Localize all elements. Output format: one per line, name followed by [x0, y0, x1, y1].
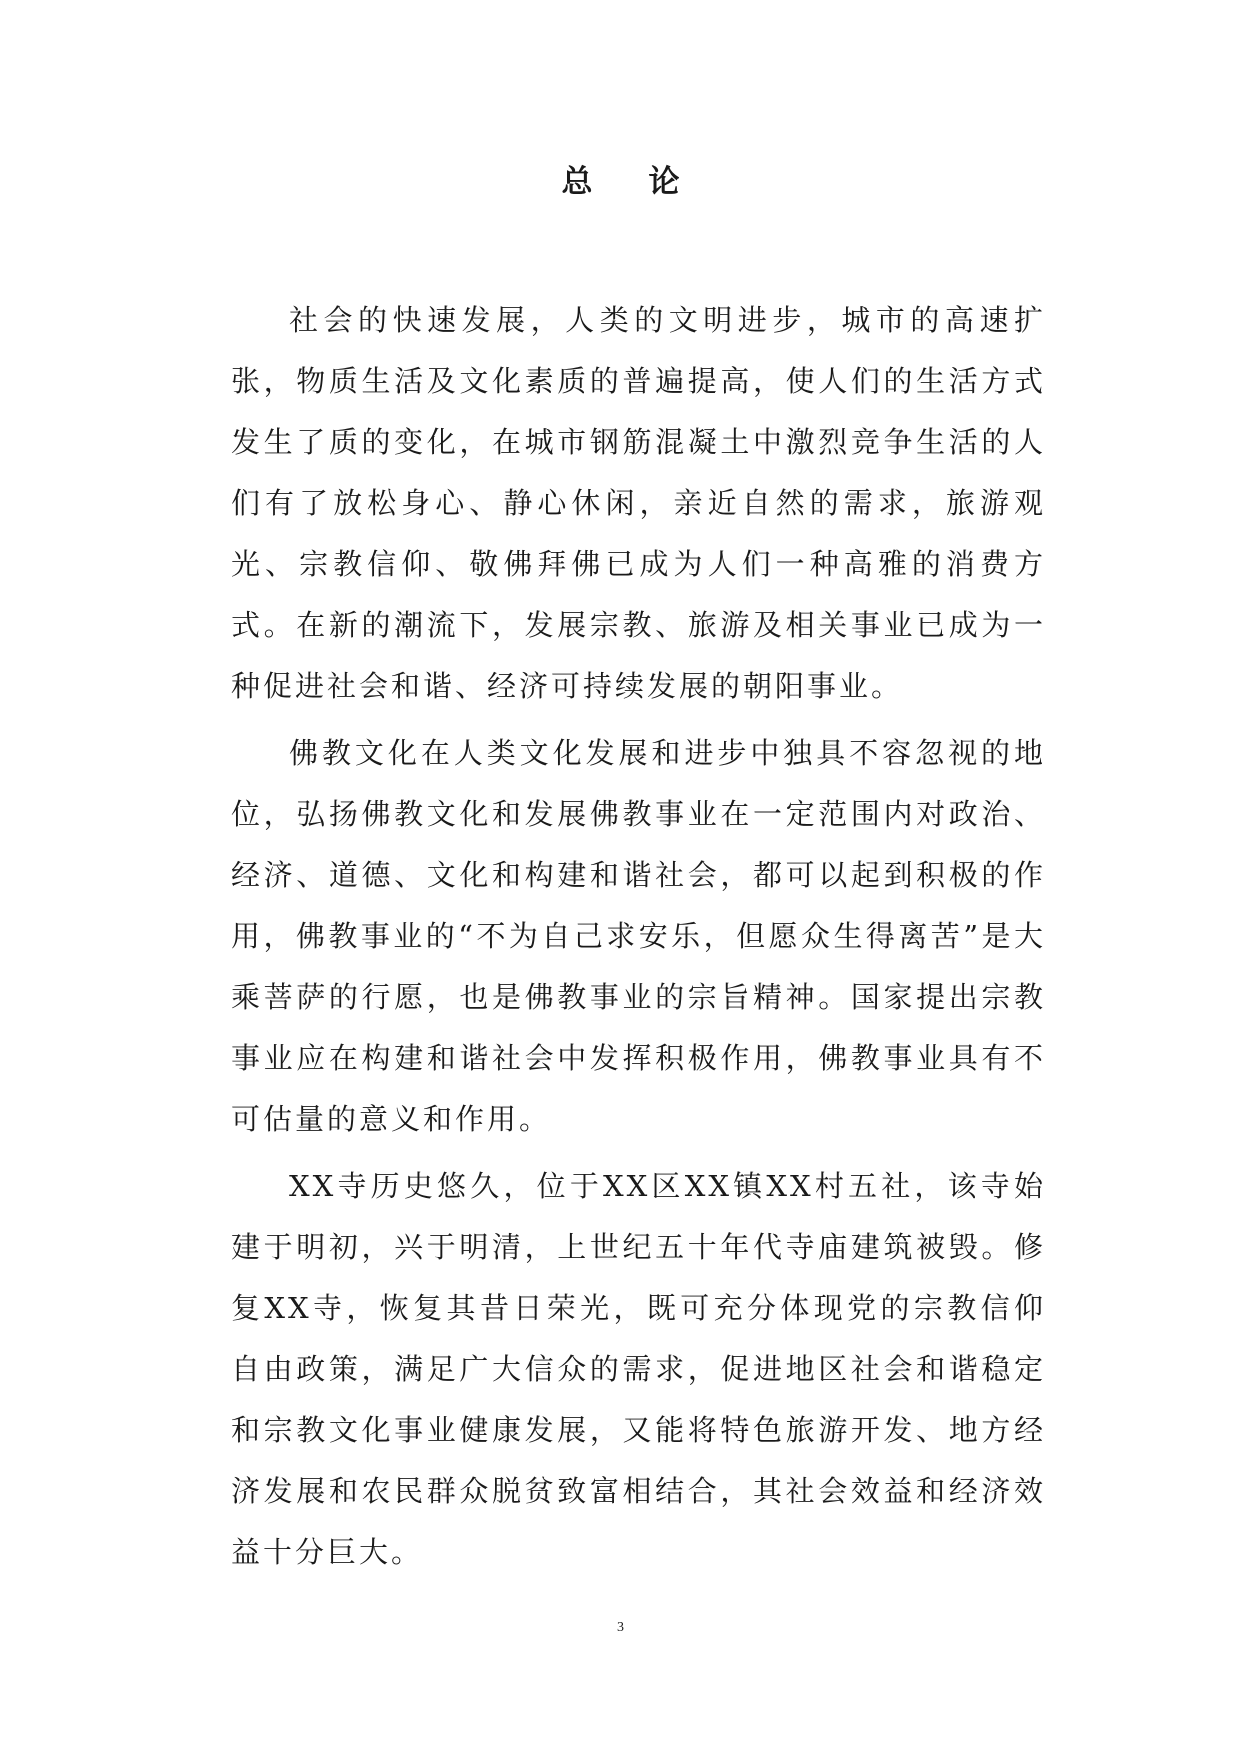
page-title: 总论	[561, 164, 736, 200]
paragraph-2: 佛教文化在人类文化发展和进步中独具不容忽视的地位，弘扬佛教文化和发展佛教事业在一定范围内对政治、经济、道德、文化和构建和谐社会，都可以起到积极的作用，佛教事业的“不为自己求安乐，但愿众生得离苦”是大乘菩萨的行愿，也是佛教事业的宗旨精神。国家提出宗教事业应在构建和谐社会中发挥积极作用，佛教事业具有不可估量的意义和作用。	[231, 736, 1046, 1136]
paragraph-3: XX寺历史悠久，位于XX区XX镇XX村五社，该寺始建于明初，兴于明清，上世纪五十年代寺庙建筑被毁。修复XX寺，恢复其昔日荣光，既可充分体现党的宗教信仰自由政策，满足广大信众的需求，促进地区社会和谐稳定和宗教文化事业健康发展，又能将特色旅游开发、地方经济发展和农民群众脱贫致富相结合，其社会效益和经济效益十分巨大。	[231, 1169, 1046, 1569]
body-text	[231, 290, 1046, 1583]
page-number: 3	[617, 1620, 624, 1635]
paragraph-1: 社会的快速发展，人类的文明进步，城市的高速扩张，物质生活及文化素质的普遍提高，使人们的生活方式发生了质的变化，在城市钢筋混凝土中激烈竞争生活的人们有了放松身心、静心休闲，亲近自然的需求，旅游观光、宗教信仰、敬佛拜佛已成为人们一种高雅的消费方式。在新的潮流下，发展宗教、旅游及相关事业已成为一种促进社会和谐、经济可持续发展的朝阳事业。	[231, 303, 1046, 703]
